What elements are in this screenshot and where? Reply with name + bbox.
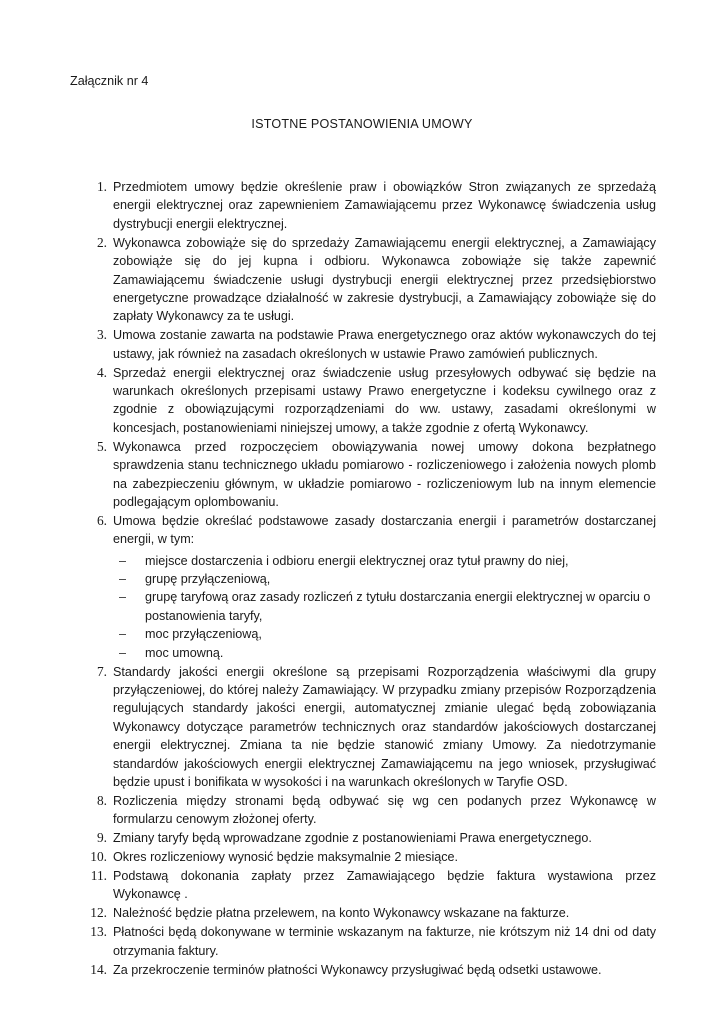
item-number: 11. [90,868,107,884]
item-text: Umowa zostanie zawarta na podstawie Prawa energetycznego oraz aktów wykonawczych do tej ustawy, jak również na zasadach określonych w ustawie Prawo zamówień publicznych. [113,328,656,361]
item-text: Wykonawca przed rozpoczęciem obowiązywania nowej umowy dokona bezpłatnego sprawdzenia stanu technicznego układu pomiarowo - rozliczeniowego i założenia nowych plomb na zabezpieczeniu głównym, w układzie pomiarowo - rozliczeniowym lub na innym elemencie podlegającym oplombowaniu. [113,439,656,509]
list-item [96,792,656,829]
item-text: Wykonawca zobowiąże się do sprzedaży Zamawiającemu energii elektrycznej, a Zamawiający zobowiąże się do jej kupna i odbioru. Wykonawca zobowiąże się także zapewnić Zamawiającemu świadczenie usługi dystrybucji energii elektrycznej przez przedsiębiorstwo energetyczne prowadzące działalność w zakresie dystrybucji, a Zamawiający zobowiąże się do zapłaty Wykonawcy za te usługi. [113,235,656,324]
sub-item-text: grupę taryfową oraz zasady rozliczeń z tytułu dostarczania energii elektrycznej w oparciu o postanowienia taryfy, [145,590,651,623]
list-item [90,867,656,904]
item-number: 3. [96,327,107,343]
item-number: 4. [96,364,107,380]
list-item [96,364,656,438]
item-text: Okres rozliczeniowy wynosić będzie maksymalnie 2 miesiące. [113,850,459,865]
dash-bullet: – [119,572,127,587]
sub-item-text: miejsce dostarczenia i odbioru energii elektrycznej oraz tytuł prawny do niej, [145,553,569,568]
dash-bullet: – [119,627,127,642]
list-item [96,178,656,233]
item-text: Rozliczenia między stronami będą odbywać się wg cen podanych przez Wykonawcę w formularzu cenowym złożonej oferty. [113,793,656,827]
item-number: 5. [96,438,107,454]
item-text: Zmiany taryfy będą wprowadzane zgodnie z postanowieniami Prawa energetycznego. [113,831,592,846]
list-item [96,234,656,326]
list-item [96,512,656,662]
item-number: 10. [90,849,107,865]
item-text: Umowa będzie określać podstawowe zasady dostarczania energii i parametrów dostarczanej energii, w tym: [113,513,656,547]
item-text: Za przekroczenie terminów płatności Wykonawcy przysługiwać będą odsetki ustawowe. [113,962,602,977]
list-item [90,923,656,960]
item-number: 1. [96,179,107,194]
sub-list-item [119,570,656,588]
item-number: 13. [90,924,107,940]
list-item [90,904,656,922]
dash-bullet: – [119,645,127,660]
list-item [96,438,656,512]
item-text: Należność będzie płatna przelewem, na konto Wykonawcy wskazane na fakturze. [113,906,570,921]
list-item [96,663,656,792]
item-number: 6. [96,512,107,528]
item-number: 7. [96,663,107,679]
item-text: Podstawą dokonania zapłaty przez Zamawiającego będzie faktura wystawiona przez Wykonawcę . [113,869,656,902]
sub-item-text: grupę przyłączeniową, [145,572,271,587]
dash-bullet: – [119,553,127,568]
sub-list-item [119,644,656,662]
sub-list-item [119,588,656,625]
item-text: Przedmiotem umowy będzie określenie praw i obowiązków Stron związanych ze sprzedażą energii elektrycznej oraz zapewnieniem Zamawiającemu przez Wykonawcę świadczenia usług dystrybucji energii elektrycznej. [113,180,656,231]
dash-bullet: – [119,590,127,605]
provisions-list [90,178,656,979]
item-text: Sprzedaż energii elektrycznej oraz świadczenie usług przesyłowych odbywać się będzie na warunkach określonych przepisami ustawy Prawo energetyczne i kodeksu cywilnego oraz z zgodnie z obowiązującymi rozporządzeniami do ww. ustawy, zasadami określonymi w koncesjach, postanowieniami niniejszej umowy, a także zgodnie z ofertą Wykonawcy. [113,365,656,435]
item-number: 8. [96,792,107,808]
document-title: ISTOTNE POSTANOWIENIA UMOWY [251,117,473,131]
list-item [90,848,656,866]
list-item [96,326,656,363]
sub-list-item [119,625,656,643]
sub-item-text: moc umowną. [145,645,224,660]
list-item [96,829,656,847]
sub-list [113,552,656,662]
item-number: 9. [96,830,107,846]
item-text: Standardy jakości energii określone są przepisami Rozporządzenia właściwymi dla grupy przyłączeniowej, do której należy Zamawiający. W przypadku zmiany przepisów Rozporządzenia regulujących standardy jakości energii, automatycznej zmianie ulegać będą zobowiązania Wykonawcy dotyczące parametrów technicznych oraz standardów jakościowych dostarczanej energii elektrycznej. Zmiana ta nie będzie stanowić zmiany Umowy. Za niedotrzymanie standardów jakościowych energii elektrycznej Zamawiającemu na jego wniosek, przysługiwać będzie upust i bonifikata w wysokości i na warunkach określonych w Taryfie OSD. [113,664,656,789]
item-number: 12. [90,905,107,921]
item-text: Płatności będą dokonywane w terminie wskazanym na fakturze, nie krótszym niż 14 dni od daty otrzymania faktury. [113,925,656,958]
list-item [90,961,656,979]
sub-list-item [119,552,656,570]
item-number: 2. [96,234,107,250]
item-number: 14. [90,961,107,977]
attachment-label: Załącznik nr 4 [70,74,149,88]
sub-item-text: moc przyłączeniową, [145,627,262,642]
